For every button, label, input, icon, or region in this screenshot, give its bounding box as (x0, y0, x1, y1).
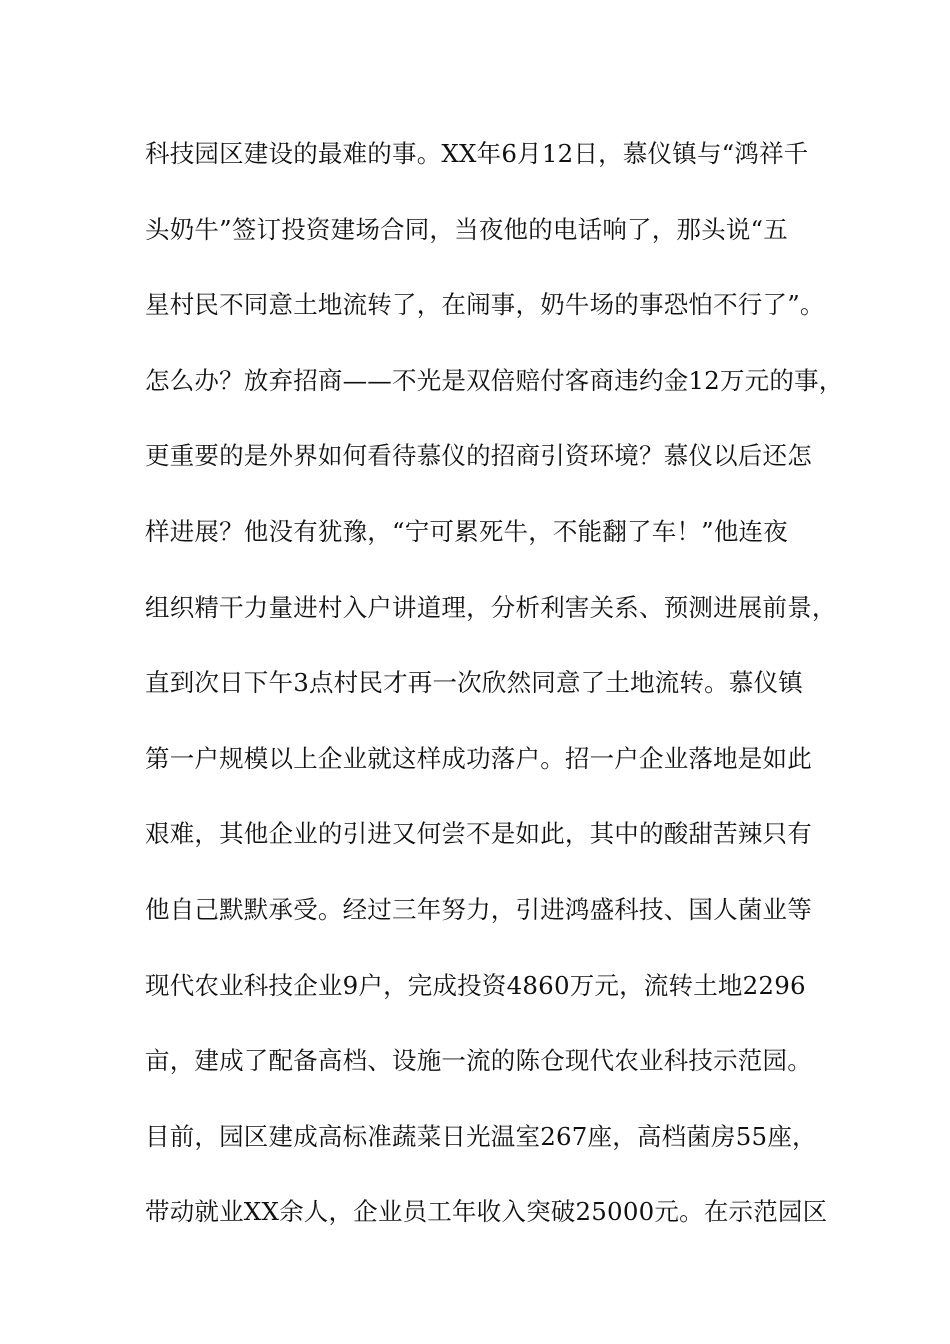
text-line: 目前，园区建成高标准蔬菜日光温室267座，高档菌房55座， (145, 1121, 817, 1151)
text-line: 第一户规模以上企业就这样成功落户。招一户企业落地是如此 (145, 743, 812, 773)
text-line: 直到次日下午3点村民才再一次欣然同意了土地流转。慕仪镇 (145, 668, 803, 698)
text-line: 星村民不同意土地流转了，在闹事，奶牛场的事恐怕不行了”。 (145, 290, 825, 320)
text-line: 带动就业XX余人，企业员工年收入突破25000元。在示范园区 (145, 1197, 828, 1227)
text-line: 组织精干力量进村入户讲道理，分析利害关系、预测进展前景， (145, 592, 837, 622)
text-line: 怎么办？放弃招商——不光是双倍赔付客商违约金12万元的事， (145, 365, 844, 395)
text-line: 样进展？他没有犹豫，“宁可累死牛，不能翻了车！”他连夜 (145, 516, 788, 546)
body-text (145, 130, 844, 1264)
text-line: 头奶牛”签订投资建场合同，当夜他的电话响了，那头说“五 (145, 214, 788, 244)
text-line: 艰难，其他企业的引进又何尝不是如此，其中的酸甜苦辣只有 (145, 819, 812, 849)
text-line: 科技园区建设的最难的事。XX年6月12日，慕仪镇与“鸿祥千 (145, 139, 809, 168)
text-line: 现代农业科技企业9户，完成投资4860万元，流转土地2296 (145, 970, 806, 1000)
text-line: 更重要的是外界如何看待慕仪的招商引资环境？慕仪以后还怎 (145, 441, 812, 471)
text-line: 他自己默默承受。经过三年努力，引进鸿盛科技、国人菌业等 (145, 894, 812, 924)
text-line: 亩，建成了配备高档、设施一流的陈仓现代农业科技示范园。 (145, 1046, 812, 1076)
